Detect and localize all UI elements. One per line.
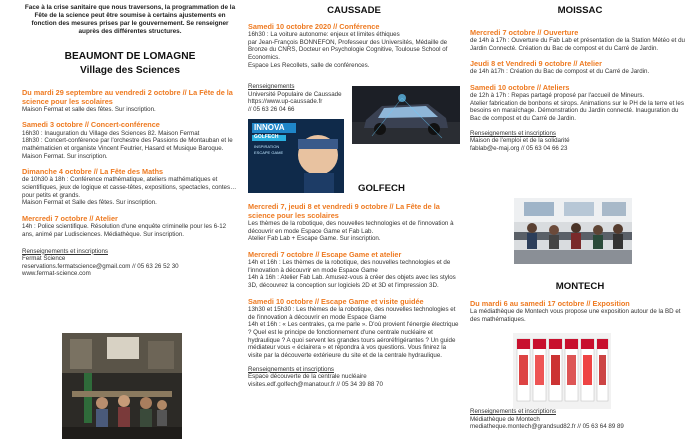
photo-fab-lab [514,198,632,264]
event-title: Mercredi 7, jeudi 8 et vendredi 9 octobre // La Fête de la science pour les scolaires [248,201,440,220]
event-title: Samedi 10 octobre 2020 // Conférence [248,21,380,31]
event-block [248,297,460,360]
poster-inspiration: INSPIRATION [254,144,280,149]
city-title-moissac: MOISSAC [557,5,603,16]
inscription-header: Renseignements et inscriptions [22,247,108,255]
covid-notice: Face à la crise sanitaire que nous traversons, la programmation de la Fête de la science peut être soumise à certains ajustements en fonction des mesures prises par le gouvernement. Se renseigner auprès des différentes structures. [24,4,236,35]
city-title-golfech: GOLFECH [358,183,405,194]
city-title-beaumont: BEAUMONT DE LOMAGNE [64,51,196,62]
event-block [470,299,690,323]
poster-innova-escape-game [248,119,344,193]
city-title-montech: MONTECH [555,281,605,292]
event-block [22,120,238,160]
inscription-line: Université Populaire de Caussade [248,90,342,98]
poster-escape-game: ESCAPE GAME [254,150,284,155]
event-title: Samedi 10 octobre // Ateliers [470,82,570,92]
event-desc: La médiathèque de Montech vous propose une exposition autour de la BD et des mathématiques. [470,307,681,323]
inscription-header: Renseignements [248,83,295,91]
column-beaumont [22,0,238,278]
photo-fab-lab-image [514,198,632,264]
event-title: Mercredi 7 octobre // Atelier [22,214,118,224]
inscription-line: fablab@e-maj.org // 05 63 04 66 23 [470,144,568,152]
event-title: Dimanche 4 octobre // La Fête des Maths [22,167,164,177]
inscription-block [470,130,690,153]
event-title: Jeudi 8 et Vendredi 9 octobre // Atelier [470,59,602,69]
inscription-line: reservations.fermatscience@gmail.com // 05 63 26 52 30 [22,262,179,270]
inscription-line: Médiathèque de Montech [470,415,540,423]
event-desc: de 14h à 17h : Ouverture du Fab Lab et présentation de la Station Météo et du Jardin Connecté. Création du Bac de compost et du Carré de Jardin. [470,36,685,52]
column-moissac-montech [470,0,690,153]
inscription-header: Renseignements et inscriptions [470,129,556,137]
photo-exposition-image [513,333,611,409]
event-block [248,202,460,243]
inscription-block [248,366,460,389]
event-block [470,28,690,52]
inscription-block-montech [470,408,695,431]
event-block [22,214,238,238]
event-title: Du mardi 29 septembre au vendredi 2 octobre // La Fête de la science pour les scolaires [22,87,233,106]
event-title: Samedi 10 octobre // Escape Game et visite guidée [248,296,424,306]
event-desc: 16h30 : Inauguration du Village des Sciences 82. Maison Fermat 18h30 : Concert-conférence par l'orchestre des Passions de Montauban et le mathématicien et organiste Vincent Feutrier, Hasard et Musique Baroque. Maison Fermat. Sur inscription. [22,129,233,160]
event-block [248,250,460,290]
event-block [470,59,690,76]
photo-autonomous-car-image [352,86,460,144]
inscription-line: Maison de l'emploi et de la solidarité [470,137,570,145]
photo-exposition-panels [513,333,611,409]
event-desc: Maison Fermat et salle des fêtes. Sur inscription. [22,105,156,113]
inscription-header: Renseignements et inscriptions [470,408,556,415]
photo-village-sciences-image [62,333,182,439]
inscription-line: www.fermat-science.com [22,270,91,278]
inscription-line: Fermat Science [22,255,66,263]
inscription-block [248,83,348,113]
event-block [248,22,460,70]
section-golfech [248,183,460,388]
inscription-line: https://www.up-caussade.fr [248,98,323,106]
event-title: Samedi 3 octobre // Concert-conférence [22,120,160,130]
event-desc: 13h30 et 15h30 : Les thèmes de la robotique, des nouvelles technologies et de l'innovation à découvrir en mode Espace Game 14h et 16h : « Les centrales, ça me parle ». D'où provient l'énergie électrique ? Quel est le principe de fonctionnement d'une centrale nucléaire et hydraulique ? A quoi servent les grandes tours aéroréfrigérantes ? Un guide médiateur vous « éclairera » et répondra à vos questions. Vous finirez la visite par la découverte extérieure du site et de la centrale hydraulique. [248,305,459,360]
village-subtitle: Village des Sciences [79,64,181,76]
city-title-caussade: CAUSSADE [327,5,381,16]
event-block [22,88,238,114]
event-desc: 14h : Police scientifique. Résolution d'une enquête criminelle pour les 6-12 ans, animé par Ludisciences. Médiathèque. Sur inscription. [22,223,227,238]
inscription-line: // 05 63 26 04 66 [248,105,295,113]
section-montech [470,281,690,323]
event-desc: de 12h à 17h : Repas partagé proposé par l'accueil de Mineurs. Atelier fabrication de bonbons et sirops. Animations sur le PH de la terre et les besoins en maraîchage. Démonstration du Jardin connecté. Inauguration du Bac de compost et du Carré de Jardin. [470,92,684,123]
event-desc: 16h30 : La voiture autonome: enjeux et limites éthiques par Jean-François BONNEFON, Professeur des Universités, Médaille de Bronze du CNRS, Docteur en Psychologie Cognitive, Toulouse School of Economics. Espace Les Recollets, salle de conférences. [248,30,448,69]
event-block [470,83,690,123]
inscription-line: visites.edf.golfech@manatour.fr // 05 34 39 88 70 [248,380,383,388]
event-block [22,167,238,207]
poster-title: INNOVA [254,123,285,132]
inscription-line: mediatheque.montech@grandsud82.fr // 05 63 64 89 89 [470,423,624,431]
event-desc: de 10h30 à 18h : Conférence mathématique, ateliers mathématiques et scientifiques, jeux de logique et casse-têtes, expositions, spectacles, contes… pour petits et grands. Maison Fermat et Salle des fêtes. Sur inscription. [22,176,237,207]
event-title: Mercredi 7 octobre // Escape Game et atelier [248,249,402,259]
event-desc: de 14h à17h : Création du Bac de compost et du Carré de Jardin. [470,68,650,76]
poster-subtitle: GOLFECH [254,134,279,140]
inscription-block [22,248,238,278]
photo-village-sciences [62,333,182,439]
event-title: Du mardi 6 au samedi 17 octobre // Exposition [470,298,630,308]
event-title: Mercredi 7 octobre // Ouverture [470,27,579,37]
inscription-header: Renseignements et inscriptions [248,365,334,373]
photo-autonomous-car [352,86,460,144]
event-desc: Les thèmes de la robotique, des nouvelles technologies et de l'innovation à découvrir en mode Espace Game et Fab Lab. Atelier Fab Lab + Escape Game. Sur inscription. [248,219,454,243]
inscription-line: Espace découverte de la centrale nucléaire [248,373,367,381]
event-desc: 14h et 16h : Les thèmes de la robotique, des nouvelles technologies et de l'innovation à découvrir en mode Espace Game 14h à 16h : Atelier Fab Lab. Amusez-vous à créer des objets avec les stylos 3D, découvrez la conception sur logiciels 2D et 3D et l'impression 3D. [248,259,456,290]
